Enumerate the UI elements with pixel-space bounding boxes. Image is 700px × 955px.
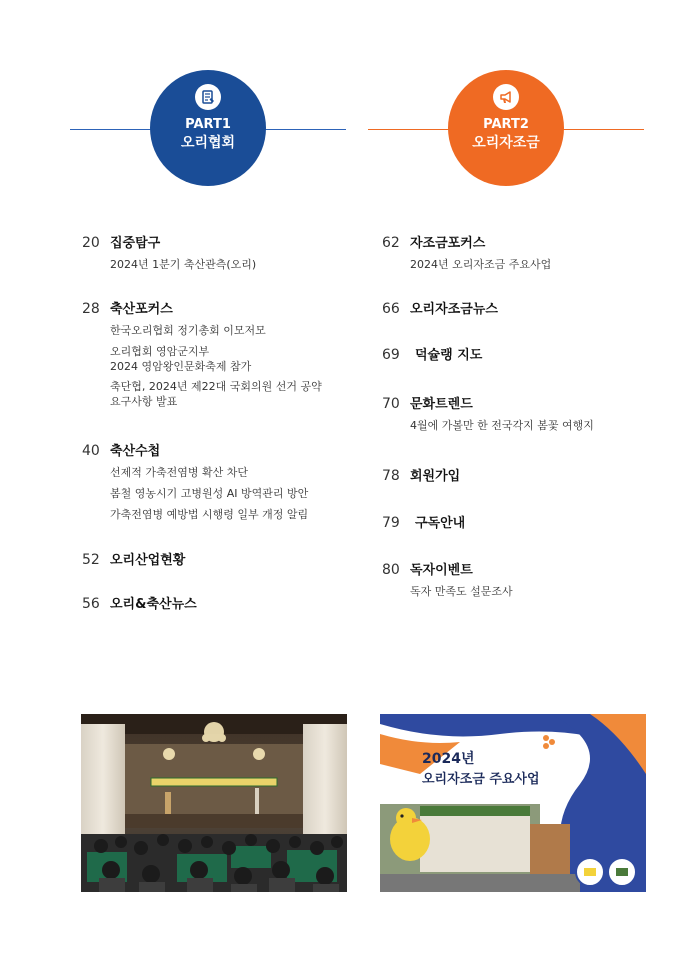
- section-title: 구독안내: [415, 516, 466, 531]
- section-subtitle: 한국오리협회 정기총회 이모저모: [110, 324, 266, 337]
- section-subtitle: 가축전염병 예방법 시행령 일부 개정 알림: [110, 508, 309, 521]
- section-title: 자조금포커스: [410, 236, 486, 251]
- section-subtitle: 축단협, 2024년 제22대 국회의원 선거 공약 요구사항 발표: [110, 380, 322, 408]
- page-number: 52: [82, 552, 100, 568]
- section-title: 회원가입: [410, 469, 461, 484]
- toc-entry[interactable]: [82, 235, 362, 272]
- megaphone-icon: [493, 84, 519, 110]
- section-title: 독자이벤트: [410, 563, 473, 578]
- section-title: 오리산업현황: [110, 553, 186, 568]
- toc-entry[interactable]: [382, 468, 672, 486]
- page-number: 69: [382, 347, 400, 363]
- toc-entry[interactable]: [82, 301, 362, 409]
- toc-entry[interactable]: [382, 515, 672, 533]
- part2-name: 오리자조금: [472, 135, 540, 151]
- part2-label: PART2: [483, 117, 529, 132]
- toc-entry[interactable]: [382, 562, 672, 599]
- toc-entry[interactable]: [82, 552, 362, 570]
- general-meeting-photo: [81, 714, 347, 892]
- page-number: 56: [82, 596, 100, 612]
- part1-badge: [150, 70, 266, 186]
- section-title: 오리자조금뉴스: [410, 302, 498, 317]
- page-number: 66: [382, 301, 400, 317]
- toc-entry[interactable]: [82, 596, 362, 614]
- section-title: 집중탐구: [110, 236, 161, 251]
- page-number: 80: [382, 562, 400, 578]
- section-subtitle: 독자 만족도 설문조사: [410, 585, 513, 598]
- part1-label: PART1: [185, 117, 231, 132]
- section-subtitle: 오리협회 영암군지부 2024 영암왕인문화축제 참가: [110, 345, 252, 373]
- part2-badge: [448, 70, 564, 186]
- page-number: 70: [382, 396, 400, 412]
- page-number: 62: [382, 235, 400, 251]
- toc-entry[interactable]: [382, 235, 672, 272]
- document-list-icon: [195, 84, 221, 110]
- page-number: 40: [82, 443, 100, 459]
- promo-title: 오리자조금 주요사업: [422, 772, 540, 787]
- toc-entry[interactable]: [82, 443, 362, 522]
- section-title: 문화트렌드: [410, 397, 473, 412]
- section-title: 오리&축산뉴스: [110, 597, 197, 612]
- section-title: 축산포커스: [110, 302, 173, 317]
- section-subtitle: 봄철 영농시기 고병원성 AI 방역관리 방안: [110, 487, 309, 500]
- page-number: 79: [382, 515, 400, 531]
- project-promo-image: [380, 714, 646, 892]
- section-title: 축산수첩: [110, 444, 161, 459]
- toc-entry[interactable]: [382, 347, 672, 365]
- page-number: 20: [82, 235, 100, 251]
- section-subtitle: 2024년 1분기 축산관측(오리): [110, 258, 257, 271]
- page-number: 28: [82, 301, 100, 317]
- section-subtitle: 4월에 가볼만 한 전국각지 봄꽃 여행지: [410, 419, 594, 432]
- page-number: 78: [382, 468, 400, 484]
- promo-title-year: 2024년: [422, 751, 475, 767]
- part1-name: 오리협회: [180, 135, 236, 151]
- section-subtitle: 선제적 가축전염병 확산 차단: [110, 466, 249, 479]
- section-subtitle: 2024년 오리자조금 주요사업: [410, 258, 552, 271]
- toc-entry[interactable]: [382, 396, 672, 433]
- toc-entry[interactable]: [382, 301, 672, 319]
- section-title: 덕슐랭 지도: [415, 348, 483, 363]
